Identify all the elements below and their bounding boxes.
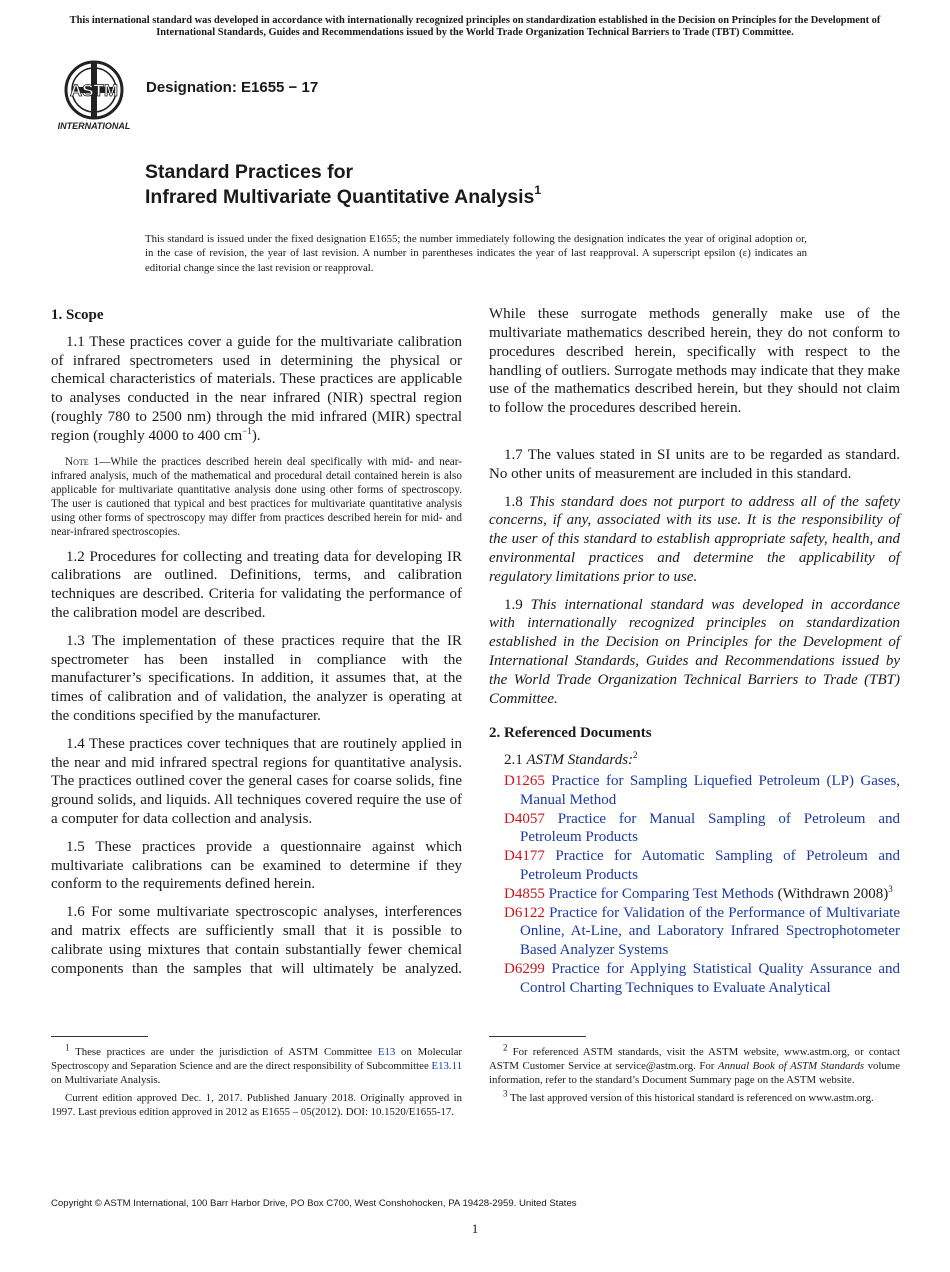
- footnotes-right: [489, 1042, 900, 1108]
- svg-text:INTERNATIONAL: INTERNATIONAL: [57, 121, 131, 131]
- refs-subheading: 2.1 ASTM Standards:$^2$: [504, 750, 638, 769]
- copyright-footer: Copyright © ASTM International, 100 Barr Harbor Drive, PO Box C700, West Conshohocken, PA 19428-2959. United States: [51, 1198, 577, 1209]
- astm-logo-icon: [52, 58, 136, 134]
- note-1: Note 1—While the practices described herein deal specifically with mid- and near-infrared analysis, much of the mathematical and procedural detail contained herein is also applicable for multivariate quantitative analysis done using other forms of spectroscopy. The user is cautioned that typical and best practices for multivariate quantitative analysis using other forms of spectroscopy may differ from practices described herein for mid- and near-infrared spectroscopies.: [51, 455, 462, 538]
- issued-note: This standard is issued under the fixed designation E1655; the number immediately following the designation indicates the year of original adoption or, in the case of revision, the year of last revision. A number in parentheses indicates the year of last reapproval. A superscript epsilon (ε) indicates an editorial change since the last revision or reapproval.: [145, 233, 807, 274]
- ref-item[interactable]: D1265 Practice for Sampling Liquefied Petroleum (LP) Gases, Manual Method: [504, 772, 901, 808]
- para-1-2: 1.2 Procedures for collecting and treating data for developing IR calibrations are outlined. Definitions, terms, and calibration techniques are described. Criteria for validating the performance of the calibration model are described.: [51, 548, 462, 621]
- para-1-7: 1.7 The values stated in SI units are to be regarded as standard. No other units of measurement are included in this standard.: [489, 447, 900, 482]
- footnote-rule-left: [51, 1036, 148, 1037]
- para-1-5: 1.5 These practices provide a questionnaire against which multivariate calibrations can be examined to determine if they conform to the requirements defined herein.: [51, 838, 462, 893]
- footnote-1: $^1$ These practices are under the jurisdiction of ASTM Committee E13 on Molecular Spectroscopy and Separation Science and are the direct responsibility of Subcommittee E13.11 on Multivariate Analysis.: [51, 1042, 462, 1087]
- wto-notice: This international standard was developed in accordance with internationally recognized principles on standardization established in the Decision on Principles for the Development of International Standards, Guides and Recommendations issued by the World Trade Organization Technical Barriers to Trade (TBT) Committee.: [69, 15, 881, 39]
- right-column: [489, 305, 900, 998]
- ref-item[interactable]: D4057 Practice for Manual Sampling of Petroleum and Petroleum Products: [504, 810, 900, 846]
- ref-item[interactable]: D4177 Practice for Automatic Sampling of Petroleum and Petroleum Products: [504, 848, 900, 883]
- para-1-8: 1.8 This standard does not purport to address all of the safety concerns, if any, associated with its use. It is the responsibility of the user of this standard to establish appropriate safety, health, and environmental practices and determine the applicability of regulatory limitations prior to use.: [489, 493, 901, 585]
- para-1-6: 1.6 For some multivariate spectroscopic analyses, interferences and matrix effects are sufficiently small that it is possible to calibrate using mixtures that contain substantially fewer chemical components than the samples that will ultimately be analyzed.: [51, 904, 462, 977]
- footnotes-left: [51, 1042, 462, 1122]
- para-1-9: 1.9 This international standard was developed in accordance with internationally recognized principles on standardization established in the Decision on Principles for the Development of International Standards, Guides and Recommendations issued by the World Trade Organization Technical Barriers to Trade (TBT) Committee.: [489, 596, 901, 707]
- footnote-rule-right: [489, 1036, 586, 1037]
- footnote-3: $^3$ The last approved version of this historical standard is referenced on www.astm.org.: [503, 1088, 874, 1104]
- scope-heading: 1. Scope: [51, 307, 104, 323]
- refs-heading: 2. Referenced Documents: [489, 725, 652, 742]
- page-title: [145, 160, 541, 210]
- title-line-2: Infrared Multivariate Quantitative Analysis$^1$: [145, 182, 542, 208]
- page-number: 1: [471, 1221, 479, 1236]
- svg-text:ASTM: ASTM: [69, 81, 119, 100]
- footnote-2: $^2$ For referenced ASTM standards, visit the ASTM website, www.astm.org, or contact ASTM Customer Service at service@astm.org. For Annual Book of ASTM Standards volume information, refer to the standard’s Document Summary page on the ASTM website.: [489, 1042, 900, 1087]
- edition-note: Current edition approved Dec. 1, 2017. Published January 2018. Originally approved in 1997. Last previous edition approved in 2012 as E1655 – 05(2012). DOI: 10.1520/E1655-17.: [51, 1091, 462, 1118]
- para-1-4: 1.4 These practices cover techniques that are routinely applied in the near and mid infrared spectral regions for quantitative analysis. The practices outlined cover the general cases for coarse solids, fine ground solids, and liquids. All techniques covered require the use of a computer for data collection and analysis.: [51, 735, 462, 827]
- designation: Designation: E1655 − 17: [146, 79, 319, 96]
- e13-11-link[interactable]: E13.11: [431, 1060, 462, 1073]
- ref-item[interactable]: D4855 Practice for Comparing Test Methods (Withdrawn 2008)$^3$: [504, 883, 893, 902]
- e13-link[interactable]: E13: [377, 1046, 396, 1058]
- left-column: [51, 306, 462, 987]
- para-1-1: 1.1 These practices cover a guide for the multivariate calibration of infrared spectrometers used in determining the physical or chemical characteristics of materials. These practices are applicable to analyses conducted in the near infrared (NIR) spectral region (roughly 780 to 2500 nm) through the mid infrared (MIR) spectral region (roughly 4000 to 400 $cm^{-1}$).: [51, 333, 462, 444]
- ref-item[interactable]: D6122 Practice for Validation of the Performance of Multivariate Online, At-Line, and Laboratory Infrared Spectrophotometer Based Analyzer Systems: [504, 904, 901, 959]
- ref-item[interactable]: D6299 Practice for Applying Statistical Quality Assurance and Control Charting Techniques to Evaluate Analytical: [504, 960, 901, 996]
- title-line-1: Standard Practices for: [145, 161, 354, 183]
- para-1-6-continued: While these surrogate methods generally make use of the multivariate mathematics described herein, they do not conform to procedures described herein, specifically with respect to the handling of outliers. Surrogate methods may indicate that they make use of the mathematics described herein, but they should not claim to follow the procedures described herein.: [489, 306, 900, 417]
- para-1-3: 1.3 The implementation of these practices require that the IR spectrometer has been installed in compliance with the manufacturer’s specifications. In addition, it assumes that, at the times of calibration and of validation, the analyzer is operating at the conditions specified by the manufacturer.: [51, 632, 462, 724]
